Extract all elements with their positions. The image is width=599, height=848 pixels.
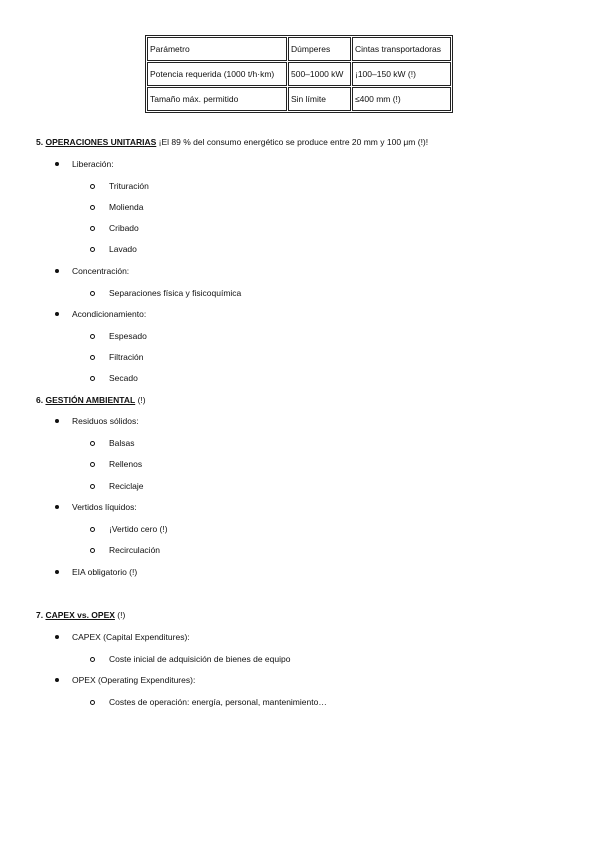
table-cell: Tamaño máx. permitido xyxy=(147,87,287,111)
table-header-cell: Parámetro xyxy=(147,37,287,61)
section-note: (!) xyxy=(114,610,126,620)
sub-list-item: Balsas xyxy=(109,438,135,448)
table-header-cell: Dúmperes xyxy=(288,37,351,61)
section-note: (!) xyxy=(135,395,146,405)
list-item: Residuos sólidos: xyxy=(72,416,139,426)
circle-bullet-icon xyxy=(90,376,95,381)
sub-list-item: Secado xyxy=(109,373,138,383)
list-item: EIA obligatorio (!) xyxy=(72,567,137,577)
bullet-icon xyxy=(55,678,59,682)
section-number: 7. xyxy=(36,610,44,620)
circle-bullet-icon xyxy=(90,462,95,467)
section-6-heading xyxy=(36,395,146,405)
section-title: OPERACIONES UNITARIAS xyxy=(45,137,157,147)
list-item: Acondicionamiento: xyxy=(72,309,146,319)
table-header-row xyxy=(147,37,451,61)
sub-list-item: Trituración xyxy=(109,181,149,191)
bullet-icon xyxy=(55,570,59,574)
circle-bullet-icon xyxy=(90,548,95,553)
sub-list-item: Lavado xyxy=(109,244,137,254)
table-row xyxy=(147,62,451,86)
table-cell: ≤400 mm (!) xyxy=(352,87,451,111)
circle-bullet-icon xyxy=(90,700,95,705)
sub-list-item: Rellenos xyxy=(109,459,142,469)
table-cell: 500–1000 kW xyxy=(288,62,351,86)
sub-list-item: ¡Vertido cero (!) xyxy=(109,524,168,534)
circle-bullet-icon xyxy=(90,247,95,252)
circle-bullet-icon xyxy=(90,355,95,360)
section-number: 6. xyxy=(36,395,44,405)
sub-list-item: Cribado xyxy=(109,223,139,233)
section-title: CAPEX vs. OPEX xyxy=(45,610,115,620)
circle-bullet-icon xyxy=(90,441,95,446)
sub-list-item: Costes de operación: energía, personal, mantenimiento… xyxy=(109,697,327,707)
circle-bullet-icon xyxy=(90,657,95,662)
list-item: Liberación: xyxy=(72,159,114,169)
sub-list-item: Molienda xyxy=(109,202,144,212)
table-cell: ¡100–150 kW (!) xyxy=(352,62,451,86)
circle-bullet-icon xyxy=(90,291,95,296)
bullet-icon xyxy=(55,505,59,509)
table-row xyxy=(147,87,451,111)
list-item: CAPEX (Capital Expenditures): xyxy=(72,632,190,642)
table-header-cell: Cintas transportadoras xyxy=(352,37,451,61)
circle-bullet-icon xyxy=(90,205,95,210)
circle-bullet-icon xyxy=(90,527,95,532)
parameters-table xyxy=(145,35,453,113)
sub-list-item: Separaciones física y fisicoquímica xyxy=(109,288,241,298)
section-number: 5. xyxy=(36,137,44,147)
bullet-icon xyxy=(55,162,59,166)
circle-bullet-icon xyxy=(90,484,95,489)
bullet-icon xyxy=(55,635,59,639)
bullet-icon xyxy=(55,419,59,423)
section-title: GESTIÓN AMBIENTAL xyxy=(45,395,136,405)
bullet-icon xyxy=(55,269,59,273)
bullet-icon xyxy=(55,312,59,316)
section-note: ¡El 89 % del consumo energético se produce entre 20 mm y 100 μm (!)! xyxy=(156,137,429,147)
circle-bullet-icon xyxy=(90,184,95,189)
list-item: Vertidos líquidos: xyxy=(72,502,137,512)
circle-bullet-icon xyxy=(90,226,95,231)
sub-list-item: Recirculación xyxy=(109,545,160,555)
section-5-heading xyxy=(36,137,428,147)
table-cell: Potencia requerida (1000 t/h·km) xyxy=(147,62,287,86)
sub-list-item: Espesado xyxy=(109,331,147,341)
circle-bullet-icon xyxy=(90,334,95,339)
list-item: Concentración: xyxy=(72,266,129,276)
sub-list-item: Filtración xyxy=(109,352,143,362)
list-item: OPEX (Operating Expenditures): xyxy=(72,675,195,685)
sub-list-item: Reciclaje xyxy=(109,481,144,491)
table-cell: Sin límite xyxy=(288,87,351,111)
section-7-heading xyxy=(36,610,125,620)
sub-list-item: Coste inicial de adquisición de bienes de equipo xyxy=(109,654,290,664)
